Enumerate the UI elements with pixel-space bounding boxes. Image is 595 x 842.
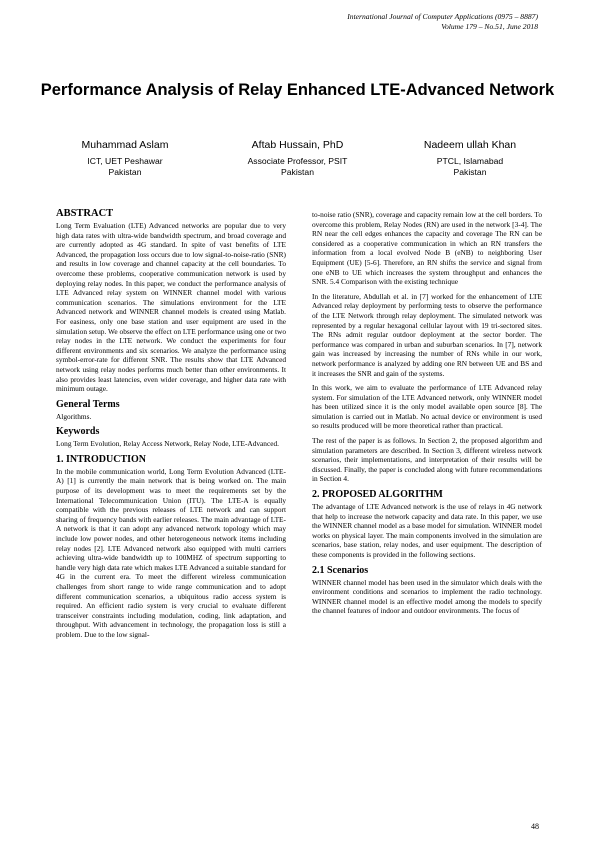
- right-column: [312, 210, 542, 621]
- proposed-algorithm-heading: 2. PROPOSED ALGORITHM: [312, 489, 443, 501]
- introduction-heading: 1. INTRODUCTION: [56, 453, 147, 465]
- author-affiliation: PTCL, Islamabad: [436, 156, 504, 166]
- journal-volume: Volume 179 – No.51, June 2018: [441, 22, 538, 31]
- scenarios-text: WINNER channel model has been used in the simulator which deals with the environment conditions and scenarios to implement the radio technology. WINNER channel model is an effective model among the models to specify the channel features of indoor and outdoor environments. The focus of: [312, 577, 542, 616]
- author-name: Muhammad Aslam: [81, 139, 169, 151]
- author-country: Pakistan: [453, 166, 487, 177]
- general-terms-text: Algorithms.: [56, 411, 92, 421]
- abstract-heading: ABSTRACT: [56, 208, 114, 219]
- introduction-text: In the mobile communication world, Long Term Evolution Advanced (LTE-A) [1] is currently the main network that is being worked on. The main purpose of its development was to meet the requirements set by the International Telecommunication Union (ITU). The LTE-A is equally compatible with the previous releases of LTE network and can support sharing of frequency bands with earlier releases. The main advantage of LTE-A network is that it can adopt any advanced network topology which may include low power nodes, and other heterogeneous network items including relay nodes [2]. LTE Advanced network also equipped with multi carriers achieving ultra-wide bandwidth up to 100MHZ of spectrum supporting to handle very high data rate which makes LTE Advanced a suitable standard for 4G in the current era. To meet the different wireless communication challenges from short range to wide range communication and to adopt different communication scenarios, a ubiquitous radio access system is required. An efficient radio system is very crucial to evaluate different transceiver constraints including modulation, coding, link adaptation, and throughput. With advancement in technology, the propagation loss is still a problem. Due to the low signal-: [56, 466, 286, 639]
- author-country: Pakistan: [108, 166, 142, 177]
- scenarios-heading: 2.1 Scenarios: [312, 564, 369, 576]
- author-list: [40, 139, 555, 177]
- author-2: [213, 139, 383, 177]
- keywords-heading: Keywords: [56, 426, 100, 438]
- keywords-text: Long Term Evolution, Relay Access Network, Relay Node, LTE-Advanced.: [56, 439, 280, 449]
- author-country: Pakistan: [281, 166, 314, 177]
- abstract-text: Long Term Evaluation (LTE) Advanced networks are popular due to very high data rates with ultra-wide bandwidth spectrum, and broad coverage and are currently adopted as 4G standard. In spite of vast benefits of LTE Advanced, the propagation loss occurs due to low signal-to-noise-ratio (SNR) and results in low coverage and channel capacity at the cell boundaries. To overcome these problems, cooperative communication network is used by deploying relay nodes. In this paper, we conduct the performance analysis of LTE Advanced relay system on WINNER channel model with various communication scenarios. The simulations environment for the LTE Advanced network and WINNER channel models is created using Matlab. For easiness, only one base station and user equipment are used in the simulation setup. We observe the effect on LTE performance using one or two relay nodes in the LTE network. We conduct the experiments for four different environments and six scenarios. We analyze the performance using symbol-error-rate for different SNR. The results show that LTE Advanced network using relay nodes performs much better than other environments. It also provides least latencies, even wider coverage, and higher data rate with minimum outage.: [56, 221, 286, 394]
- page-number: 48: [531, 822, 539, 831]
- author-name: Nadeem ullah Khan: [423, 139, 517, 151]
- paper-title: Performance Analysis of Relay Enhanced LTE-Advanced Network: [40, 81, 555, 99]
- general-terms-heading: General Terms: [56, 398, 120, 410]
- introduction-paragraph: In the literature, Abdullah et al. in [7] worked for the enhancement of LTE Advanced relay deployment by performing tests to observe the performance of the LTE Network through relay deployment. The simulated network was represented by a regular hexagonal cellular layout with 19 tri-sectored sites. The RNs admit regular outdoor deployment at the sector border. The performance was compared in urban and suburban scenarios. In [7], network gain was increased by increasing the number of RNs while in our work, network performance is analyzed by adding one RN between UE and BS and it increases the SNR and gain of the systems.: [312, 291, 542, 378]
- author-1: [40, 139, 210, 177]
- author-name: Aftab Hussain, PhD: [251, 139, 344, 151]
- author-affiliation: ICT, UET Peshawar: [87, 156, 163, 166]
- proposed-algorithm-text: The advantage of LTE Advanced network is the use of relays in 4G network that help to increase the network capacity and data rate. In this paper, we use the WINNER channel model as a base model for simulation. WINNER model works on physical layer. The main components involved in the simulation are scenarios, base station, relay nodes, and user equipment. The description of these components is provided in the following sections.: [312, 502, 542, 559]
- journal-name: International Journal of Computer Applications (0975 – 8887): [347, 12, 538, 21]
- author-3: [385, 139, 555, 177]
- author-affiliation: Associate Professor, PSIT: [247, 156, 348, 166]
- introduction-paragraph: to-noise ratio (SNR), coverage and capacity remain low at the cell borders. To overcome this problem, Relay Nodes (RN) are used in the network [3-4]. The RN near the cell edges enhances the capacity and coverage The RN can be considered as a cooperative communication in which an RN transfers the information from a local evolved Node B (eNB) to neighboring User Equipment (UE) [5-6]. Therefore, an RN shifts the service and signal from one eNB to UE which increases the system throughput and enhances the SNR. 5.4 Comparison with the existing technique: [312, 210, 542, 287]
- journal-header: [347, 12, 538, 32]
- left-column: [56, 208, 286, 645]
- introduction-paragraph: In this work, we aim to evaluate the performance of LTE Advanced relay system. For simulation of the LTE Advanced network, only WINNER model has been utilized since it is the only model available open source [8]. The simulation is carried out in Matlab. No actual device or environment is used so results produced will be more theoretical rather than practical.: [312, 383, 542, 431]
- introduction-paragraph: The rest of the paper is as follows. In Section 2, the proposed algorithm and simulation parameters are described. In Section 3, different wireless network scenarios, their implementations, and interpretation of their results will be discussed. Finally, the paper is concluded along with future recommendations in Section 4.: [312, 436, 542, 484]
